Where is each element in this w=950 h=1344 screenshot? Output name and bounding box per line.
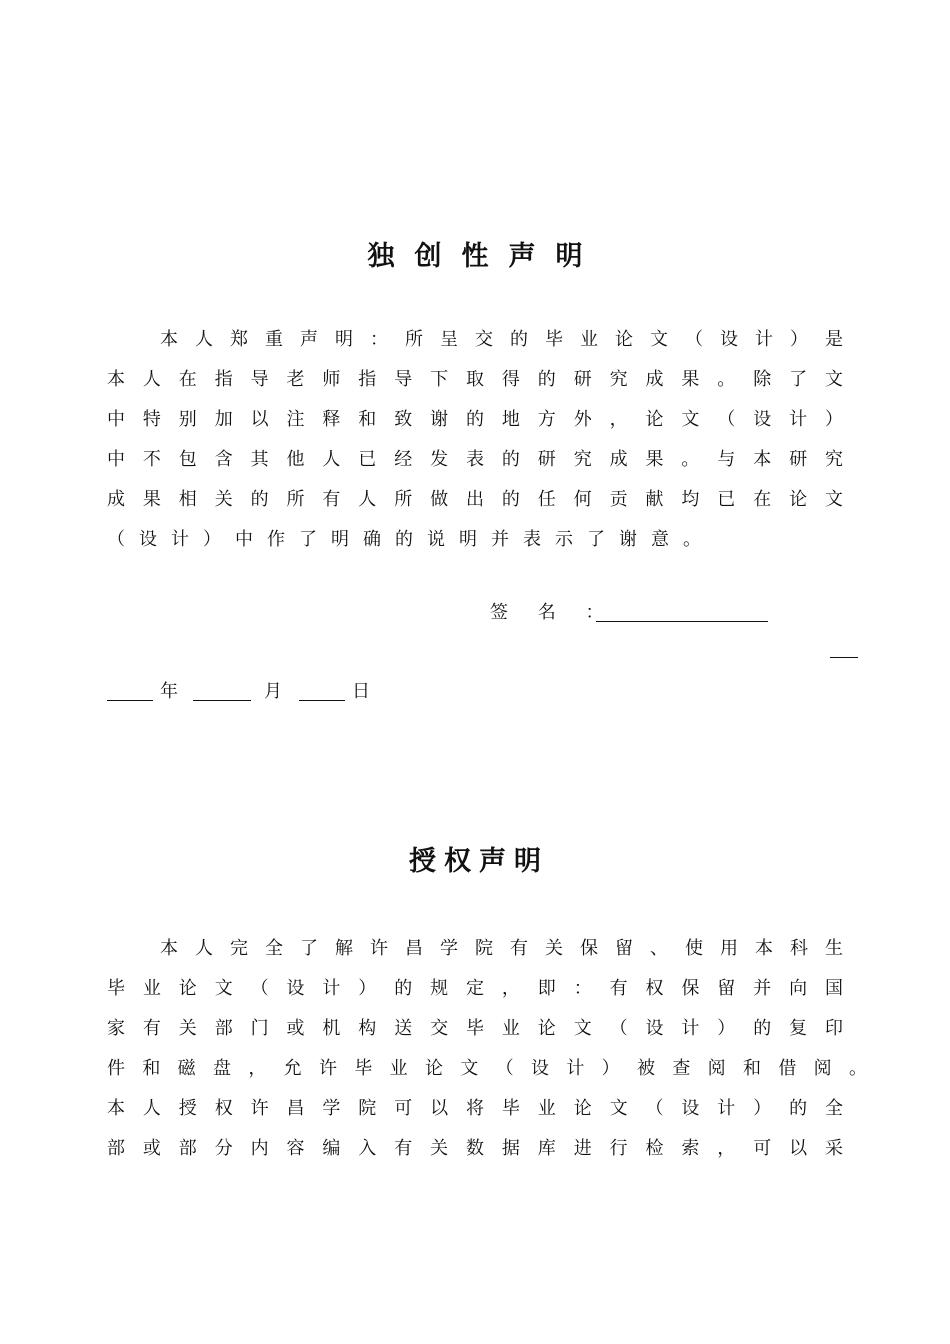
- authorization-line-3: 家有关部门或机构送交毕业论文（设计）的复印: [107, 1018, 843, 1039]
- year-label: 年: [160, 681, 178, 702]
- authorization-line-2: 毕业论文（设计）的规定，即：有权保留并向国: [107, 978, 843, 999]
- declaration-line-1: 本人郑重声明：所呈交的毕业论文（设计）是: [160, 329, 843, 350]
- signature-label: 签 名 ：: [490, 602, 616, 623]
- authorization-line-6: 部或部分内容编入有关数据库进行检索，可以采: [107, 1138, 843, 1159]
- authorization-line-5: 本人授权许昌学院可以将毕业论文（设计）的全: [107, 1098, 843, 1119]
- month-blank[interactable]: [193, 700, 251, 701]
- signature-row: [490, 599, 615, 627]
- signature-blank[interactable]: [596, 621, 768, 622]
- authorization-title: 授权声明: [409, 846, 549, 877]
- declaration-line-6: （设计）中作了明确的说明并表示了谢意。: [107, 529, 715, 550]
- declaration-line-3: 中特别加以注释和致谢的地方外，论文（设计）: [107, 409, 843, 430]
- date-overflow-dash: [830, 657, 858, 658]
- day-blank[interactable]: [299, 700, 345, 701]
- declaration-line-5: 成果相关的所有人所做出的任何贡献均已在论文: [107, 489, 843, 510]
- authorization-line-4: 件和磁盘，允许毕业论文（设计）被查阅和借阅。: [107, 1058, 867, 1079]
- declaration-line-4: 中不包含其他人已经发表的研究成果。与本研究: [107, 449, 843, 470]
- day-label: 日: [352, 681, 370, 702]
- month-label: 月: [264, 681, 282, 702]
- year-blank[interactable]: [107, 700, 153, 701]
- declaration-line-2: 本人在指导老师指导下取得的研究成果。除了文: [107, 369, 843, 390]
- declaration-title: 独创性声明: [367, 241, 603, 272]
- authorization-line-1: 本人完全了解许昌学院有关保留、使用本科生: [160, 938, 843, 959]
